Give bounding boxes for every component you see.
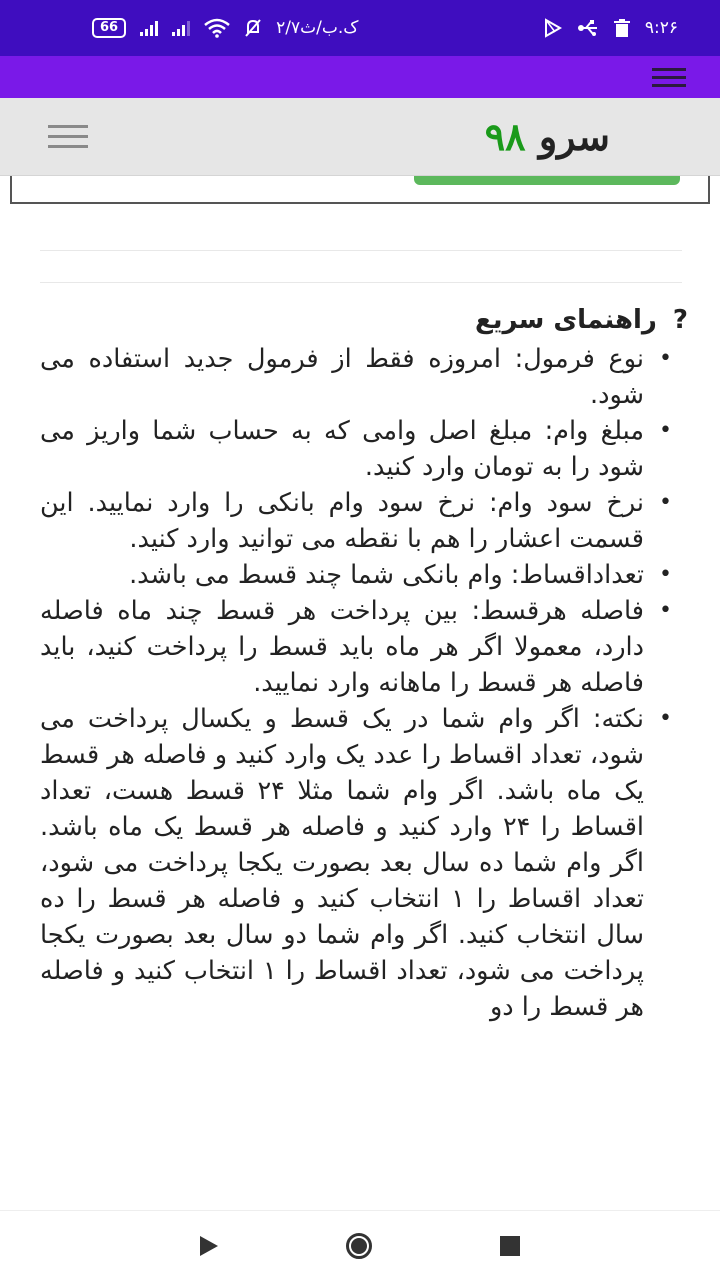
help-title-text: راهنمای سریع [475,305,657,335]
help-item-loan-amount: • مبلغ وام: مبلغ اصل وامی که به حساب شما واریز می شود را به تومان وارد کنید. [40,413,688,485]
help-list [40,341,688,1025]
status-time: ۹:۲۶ [644,18,678,38]
navigation-bar [0,1210,720,1280]
network-speed: ۲/۷ک.ب/ث [276,18,359,38]
delete-icon [613,18,631,38]
play-store-icon [543,18,563,38]
wifi-icon [204,18,230,38]
signal-icon-2 [172,20,190,36]
logo-word: سرو [538,114,610,159]
help-item-installment-count: • تعداداقساط: وام بانکی شما چند قسط می باشد. [40,557,688,593]
usb-icon [577,18,599,38]
divider [40,250,682,251]
signal-icon [140,20,158,36]
help-title [40,305,688,335]
calculator-card [10,176,710,204]
site-header [0,98,720,176]
site-logo[interactable] [485,114,610,159]
help-item-note: • نکته: اگر وام شما در یک قسط و یکسال پرداخت می شود، تعداد اقساط را عدد یک وارد کنید و فاصله هر قسط یک ماه باشد. اگر وام شما مثلا ۲۴ قسط هست، تعداد اقساط را ۲۴ وارد کنید و فاصله هر قسط یک ماه باشد. اگر وام شما ده سال بعد بصورت یکجا پرداخت می شود، تعداد اقساط را ۱ انتخاب کنید و فاصله هر قسط را ده سال انتخاب کنید. اگر وام شما دو سال بعد بصورت یکجا پرداخت می شود، تعداد اقساط را ۱ انتخاب کنید و فاصله هر قسط را دو [40,701,688,1025]
help-item-formula-type: • نوع فرمول: امروزه فقط از فرمول جدید استفاده می شود. [40,341,688,413]
status-bar-right [543,18,678,38]
help-item-interest-rate: • نرخ سود وام: نرخ سود وام بانکی را وارد نمایید. این قسمت اعشار را هم با نقطه می توانید وارد کنید. [40,485,688,557]
app-bar [0,56,720,98]
status-bar-left [92,18,358,38]
divider-2 [40,282,682,283]
status-bar [0,0,720,56]
mute-icon [244,18,262,38]
app-menu-icon[interactable] [652,68,686,87]
quick-help [40,305,688,1025]
help-item-installment-interval: • فاصله هرقسط: بین پرداخت هر قسط چند ماه فاصله دارد، معمولا اگر هر ماه باید قسط را پرداخت کنید، باید فاصله هر قسط را ماهانه وارد نمایید. [40,593,688,701]
logo-number: ۹۸ [484,114,526,159]
recent-apps-icon[interactable] [500,1236,520,1256]
battery-icon: 66 [92,18,126,38]
site-menu-icon[interactable] [48,125,88,148]
home-icon[interactable] [346,1233,372,1259]
back-icon[interactable] [200,1236,218,1256]
question-icon: ? [672,305,688,335]
calculate-button[interactable] [414,176,680,185]
